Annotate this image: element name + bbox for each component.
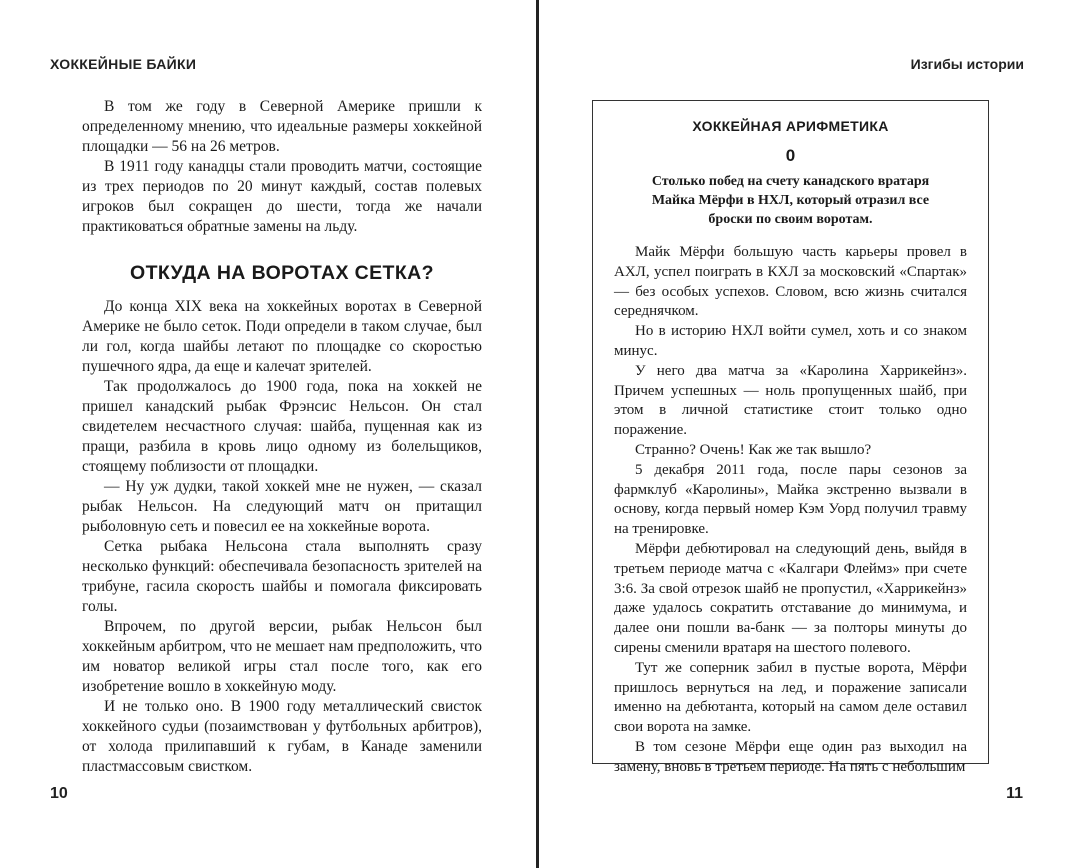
paragraph: До конца XIX века на хоккейных воротах в Северной Америке не было сеток. Поди определи в таком случае, был ли гол, когда шайбы летают по площадке со скоростью пушечного ядра, да еще и калечат зрителей. xyxy=(82,298,482,375)
paragraph: — Ну уж дудки, такой хоккей мне не нужен, — сказал рыбак Нельсон. На следующий матч он притащил рыболовную сеть и повесил ее на хоккейные ворота. xyxy=(82,478,482,535)
paragraph: Майк Мёрфи большую часть карьеры провел в АХЛ, успел поиграть в КХЛ за московский «Спартак» — без особых успехов. Словом, всю жизнь считался середнячком. xyxy=(614,244,967,320)
paragraph: В том сезоне Мёрфи еще один раз выходил на замену, вновь в третьем периоде. На пять с небольшим xyxy=(614,738,967,775)
left-page-number: 10 xyxy=(50,785,68,802)
paragraph: Так продолжалось до 1900 года, пока на хоккей не пришел канадский рыбак Фрэнсис Нельсон. Он стал свидетелем несчастного случая: шайба, пущенная как из пращи, разбила в кровь лицо одному из болельщиков, стоящему поблизости от площадки. xyxy=(82,378,482,475)
paragraph: Впрочем, по другой версии, рыбак Нельсон был хоккейным арбитром, что не мешает нам предположить, что им новатор великой игры стал после того, как его изобретение вошло в хоккейную моду. xyxy=(82,618,482,695)
paragraph: В 1911 году канадцы стали проводить матчи, состоящие из трех периодов по 20 минут каждый, состав полевых игроков был сокращен до шести, тогда же начали практиковаться обратные замены на льду. xyxy=(82,158,482,235)
paragraph: 5 декабря 2011 года, после пары сезонов за фармклуб «Каролины», Майка экстренно вызвали в основу, когда первый номер Кэм Уорд получил травму на тренировке. xyxy=(614,461,967,538)
sidebar-body xyxy=(614,243,967,778)
right-running-head: Изгибы истории xyxy=(910,56,1024,72)
sidebar-title: ХОККЕЙНАЯ АРИФМЕТИКА xyxy=(692,118,889,134)
paragraph: У него два матча за «Каролина Харрикейнз». Причем успешных — ноль пропущенных шайб, при этом в личной статистике стоит только одно поражение. xyxy=(614,362,967,439)
right-page-number: 11 xyxy=(1006,785,1023,802)
right-page xyxy=(539,0,1077,868)
paragraph: В том же году в Северной Америке пришли к определенному мнению, что идеальные размеры хоккейной площадки — 56 на 26 метров. xyxy=(82,98,482,155)
paragraph: Странно? Очень! Как же так вышло? xyxy=(635,441,872,458)
sidebar-number: 0 xyxy=(785,146,796,165)
sidebar-box xyxy=(592,100,989,775)
left-page xyxy=(0,0,536,868)
left-running-head: ХОККЕЙНЫЕ БАЙКИ xyxy=(50,56,197,72)
left-text-block xyxy=(82,97,482,777)
paragraph: И не только оно. В 1900 году металлический свисток хоккейного судьи (позаимствован у футбольных арбитров), от холода прилипавший к губам, в Канаде заменили пластмассовым свистком. xyxy=(82,698,482,775)
section-heading: ОТКУДА НА ВОРОТАХ СЕТКА? xyxy=(130,262,434,284)
paragraph: Сетка рыбака Нельсона стала выполнять сразу несколько функций: обеспечивала безопасность зрителей на трибуне, гасила скорость шайбы и помогала фиксировать голы. xyxy=(82,538,482,615)
paragraph: Тут же соперник забил в пустые ворота, Мёрфи пришлось вернуться на лед, и поражение записали именно на дебютанта, который на самом деле оставил свои ворота на замке. xyxy=(614,659,967,736)
paragraph: Но в историю НХЛ войти сумел, хоть и со знаком минус. xyxy=(614,323,967,359)
paragraph: Мёрфи дебютировал на следующий день, выйдя в третьем периоде матча с «Калгари Флеймз» при счете 3:6. За свой отрезок шайб не пропустил, «Харрикейнз» даже удалось сократить отставание до минимума, и далее они пошли ва-банк — за полторы минуты до сирены сменили вратаря на шестого полевого. xyxy=(614,540,967,656)
sidebar-lead: Столько побед на счету канадского вратаря Майка Мёрфи в НХЛ, который отразил все броски по своим воротам. xyxy=(651,174,930,227)
